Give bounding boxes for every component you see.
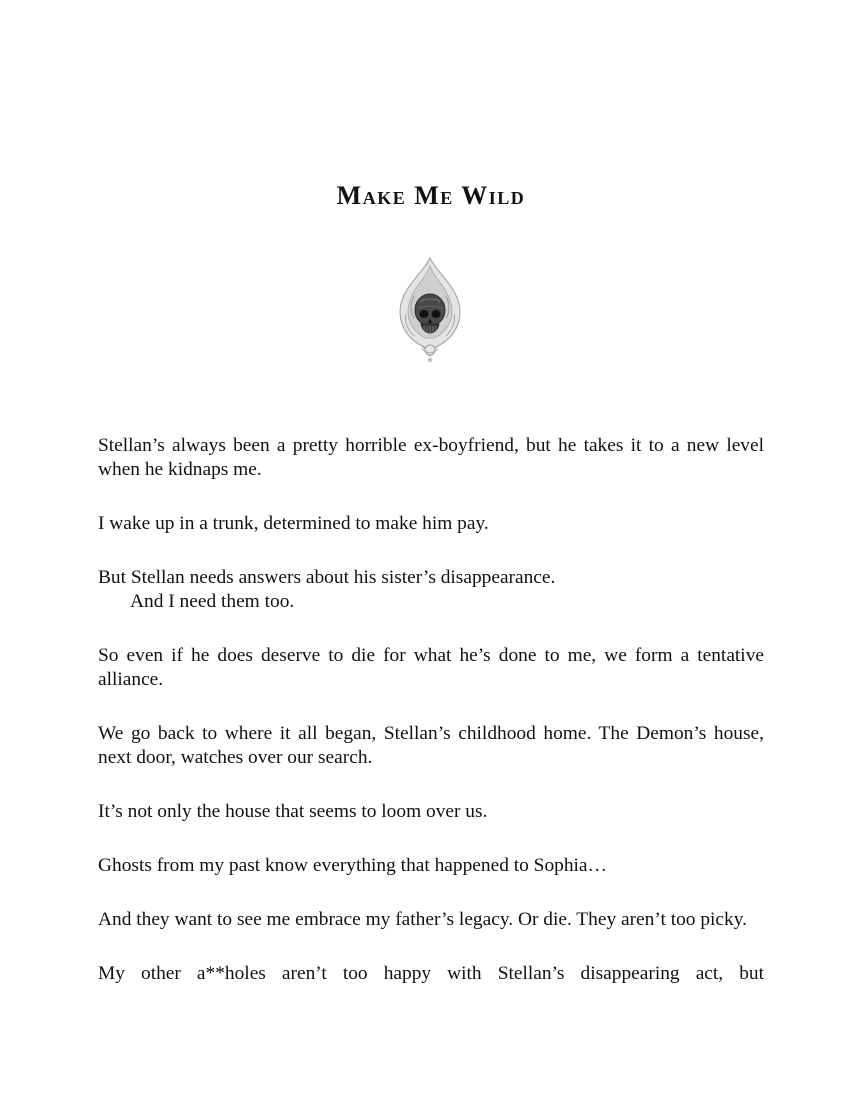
paragraph: Ghosts from my past know everything that happened to Sophia… <box>98 855 607 876</box>
paragraph: So even if he does deserve to die for what he’s done to me, we form a tentative alliance. <box>98 645 764 690</box>
paragraph: We go back to where it all began, Stellan’s childhood home. The Demon’s house, next door, watches over our search. <box>98 723 764 768</box>
paragraph: My other a**holes aren’t too happy with Stellan’s disappearing act, but <box>98 963 764 984</box>
book-title: Make Me Wild <box>336 181 526 210</box>
paragraph: Stellan’s always been a pretty horrible ex-boyfriend, but he takes it to a new level when he kidnaps me. <box>98 435 764 480</box>
paragraph: But Stellan needs answers about his sister’s disappearance. <box>98 567 556 588</box>
paragraph: I wake up in a trunk, determined to make him pay. <box>98 513 489 534</box>
paragraph: And I need them too. <box>130 591 295 612</box>
flaming-skull-icon <box>392 256 468 364</box>
book-description <box>98 434 764 1016</box>
paragraph: And they want to see me embrace my father’s legacy. Or die. They aren’t too picky. <box>98 909 747 930</box>
paragraph: It’s not only the house that seems to loom over us. <box>98 801 488 822</box>
